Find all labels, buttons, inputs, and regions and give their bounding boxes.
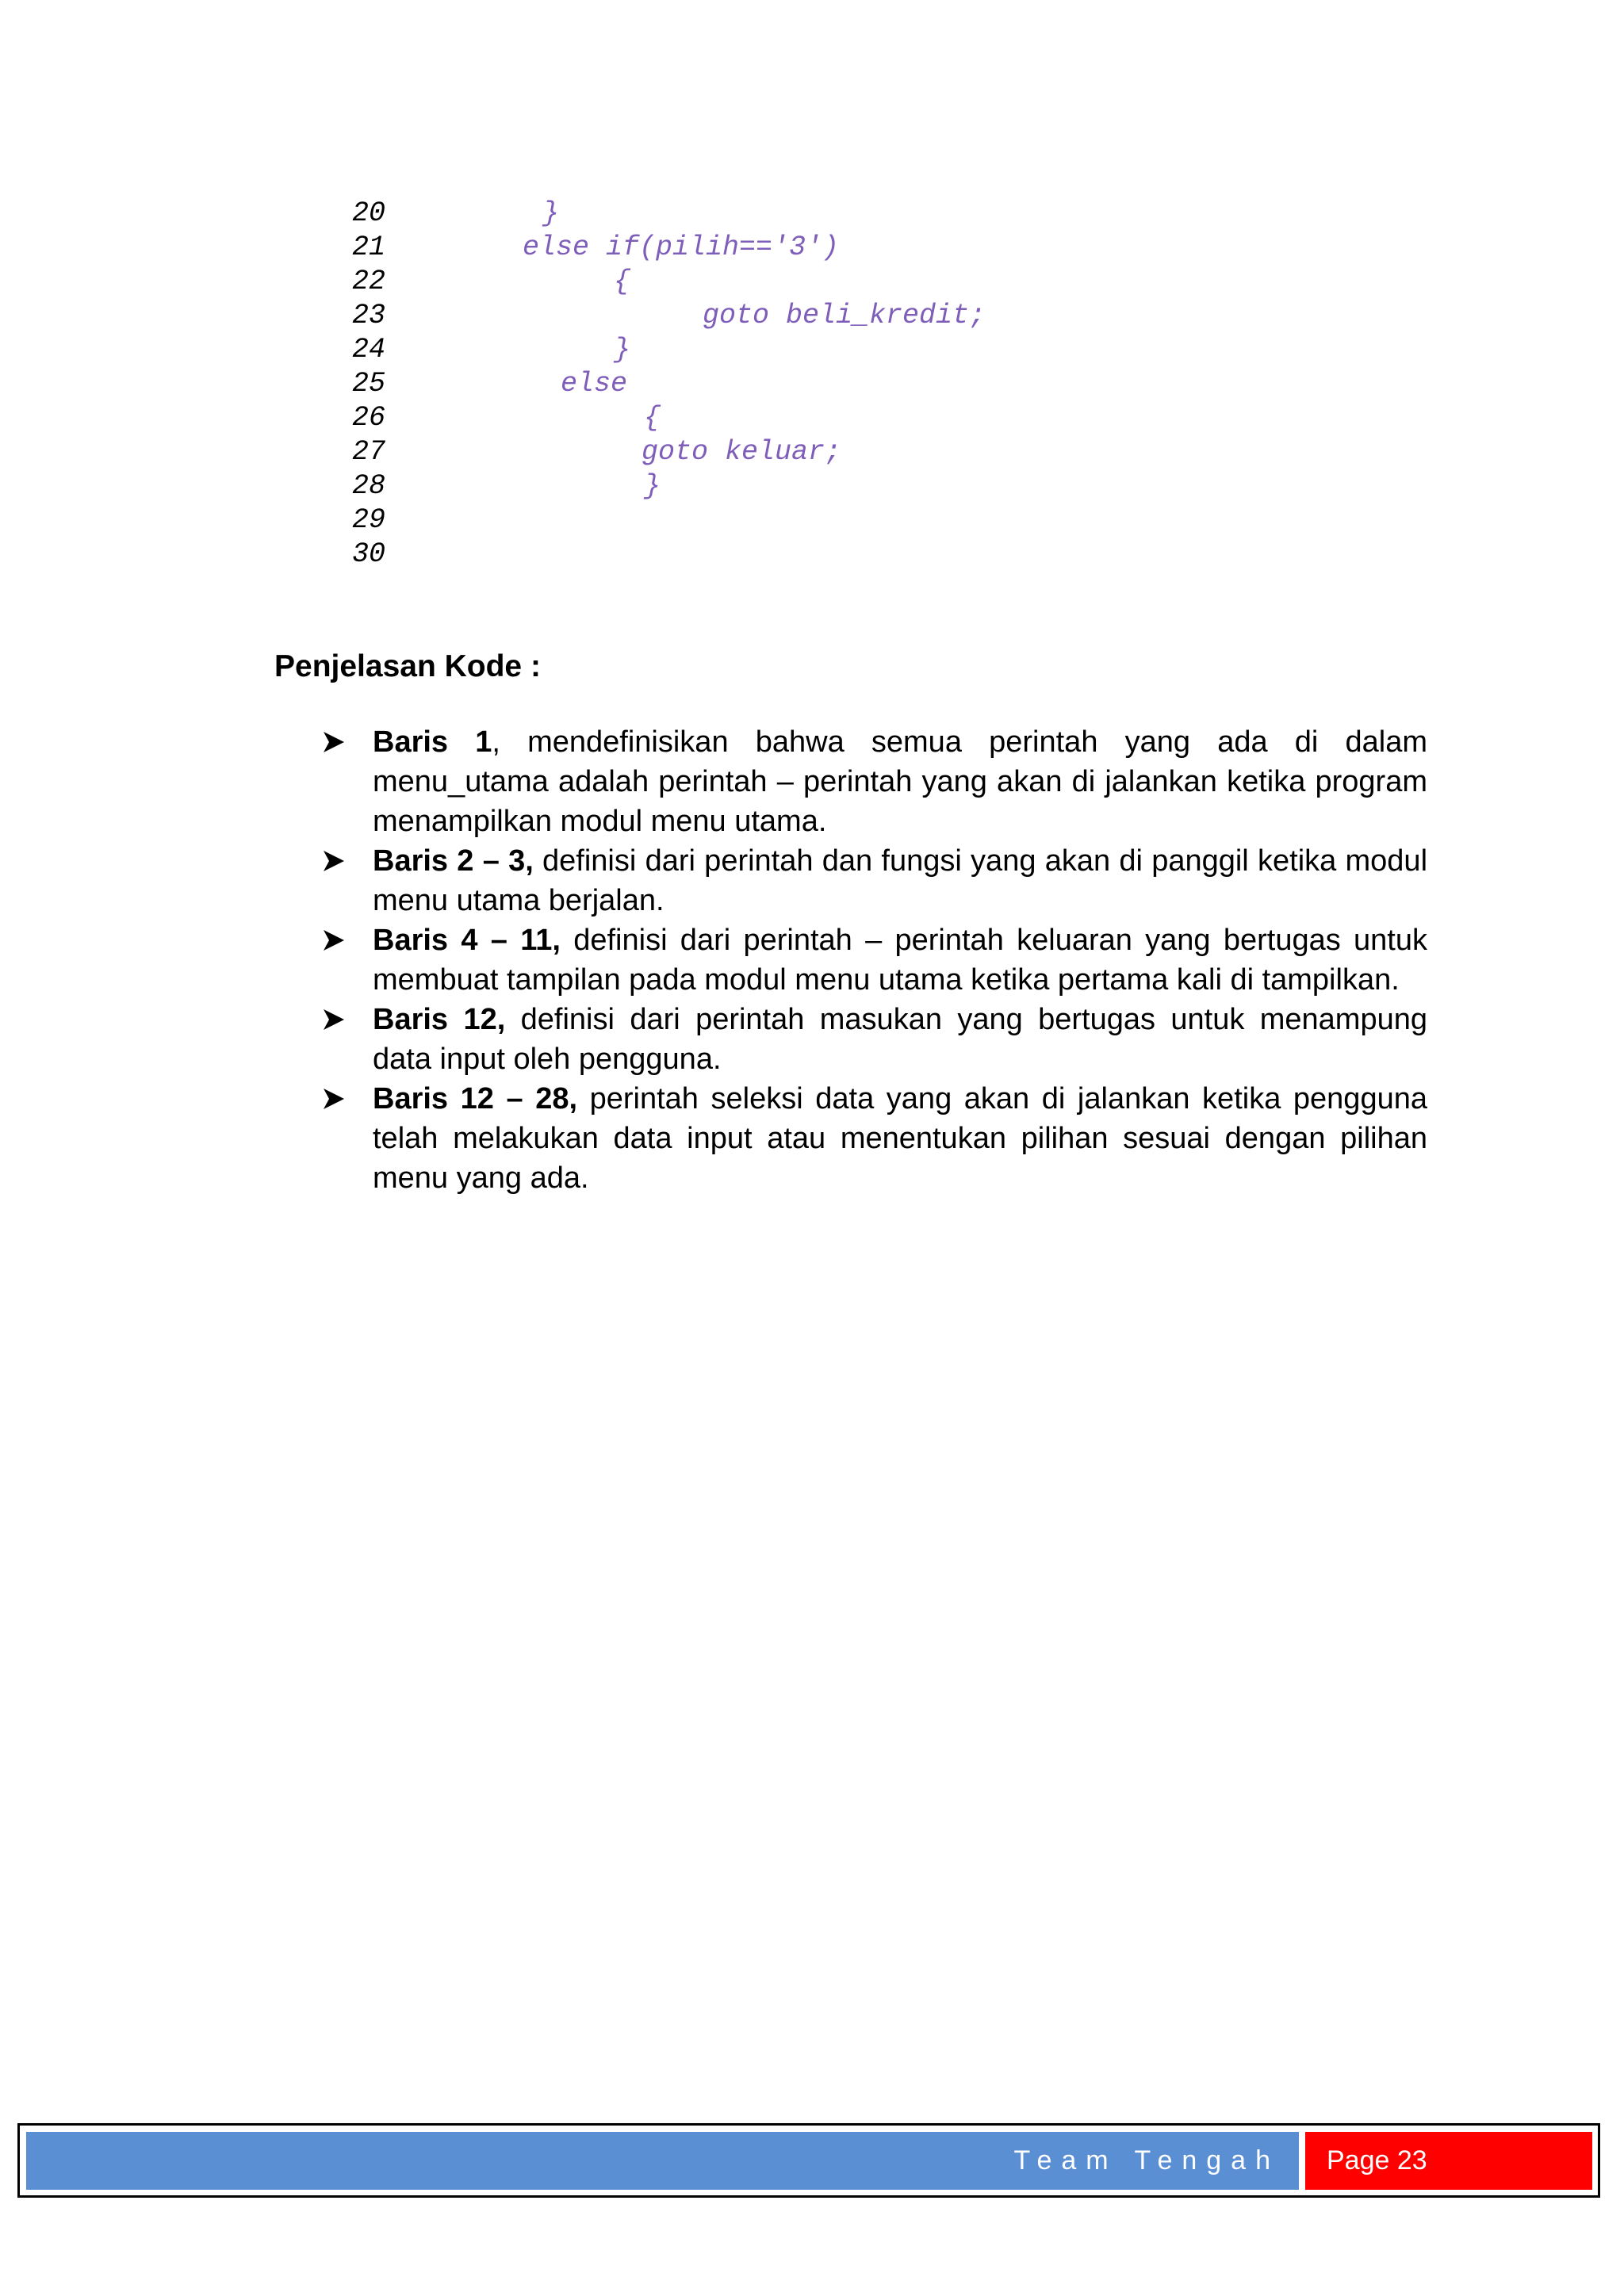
line-range: Baris 12 – 28,	[373, 1082, 578, 1115]
list-item	[320, 920, 1427, 1000]
line-number: 22	[352, 266, 386, 297]
code-text: }	[644, 470, 661, 502]
line-number: 27	[352, 436, 386, 468]
explanation-text: definisi dari perintah – perintah keluaran yang bertugas untuk membuat tampilan pada modul menu utama ketika pertama kali di tampilkan.	[373, 924, 1427, 997]
code-text: goto keluar;	[642, 436, 842, 468]
line-number: 21	[352, 232, 386, 263]
line-number: 30	[352, 538, 386, 570]
code-text: goto beli_kredit;	[703, 300, 986, 331]
code-text: }	[614, 334, 631, 365]
line-number: 28	[352, 470, 386, 502]
list-item	[320, 841, 1427, 920]
footer-team-name: Team Tengah	[1013, 2145, 1280, 2175]
line-range: Baris 1	[373, 725, 492, 759]
explanation-text: definisi dari perintah masukan yang bertugas untuk menampung data input oleh pengguna.	[373, 1003, 1427, 1076]
code-text: {	[614, 266, 631, 297]
line-range: Baris 12,	[373, 1003, 506, 1036]
line-range: Baris 2 – 3,	[373, 844, 534, 878]
arrowhead-bullet-icon	[320, 1079, 352, 1119]
arrowhead-bullet-icon	[320, 920, 352, 960]
explanation-text: perintah seleksi data yang akan di jalankan ketika pengguna telah melakukan data input atau menentukan pilihan sesuai dengan pilihan menu yang ada.	[373, 1082, 1427, 1195]
code-text: {	[644, 402, 661, 434]
arrowhead-bullet-icon	[320, 722, 352, 762]
list-item	[320, 722, 1427, 841]
arrowhead-bullet-icon	[320, 1000, 352, 1039]
line-number: 25	[352, 368, 386, 400]
footer-team-bar	[26, 2132, 1299, 2190]
line-range: Baris 4 – 11,	[373, 924, 561, 957]
footer-page-box	[1305, 2132, 1592, 2190]
line-number: 26	[352, 402, 386, 434]
code-text: }	[542, 197, 560, 229]
explanation-text: definisi dari perintah dan fungsi yang akan di panggil ketika modul menu utama berjalan.	[373, 844, 1428, 917]
page-number: Page 23	[1327, 2145, 1427, 2175]
section-heading: Penjelasan Kode :	[274, 649, 541, 683]
arrowhead-bullet-icon	[320, 841, 352, 881]
line-number: 23	[352, 300, 386, 331]
line-number: 20	[352, 197, 386, 229]
code-text: else	[561, 368, 628, 400]
code-text: else if(pilih=='3')	[523, 232, 840, 263]
explanation-list	[320, 722, 1427, 1198]
explanation-text: , mendefinisikan bahwa semua perintah yang ada di dalam menu_utama adalah perintah – perintah yang akan di jalankan ketika program menampilkan modul menu utama.	[373, 725, 1428, 838]
list-item	[320, 1079, 1427, 1198]
list-item	[320, 1000, 1427, 1079]
line-number: 29	[352, 504, 386, 536]
line-number: 24	[352, 334, 386, 365]
